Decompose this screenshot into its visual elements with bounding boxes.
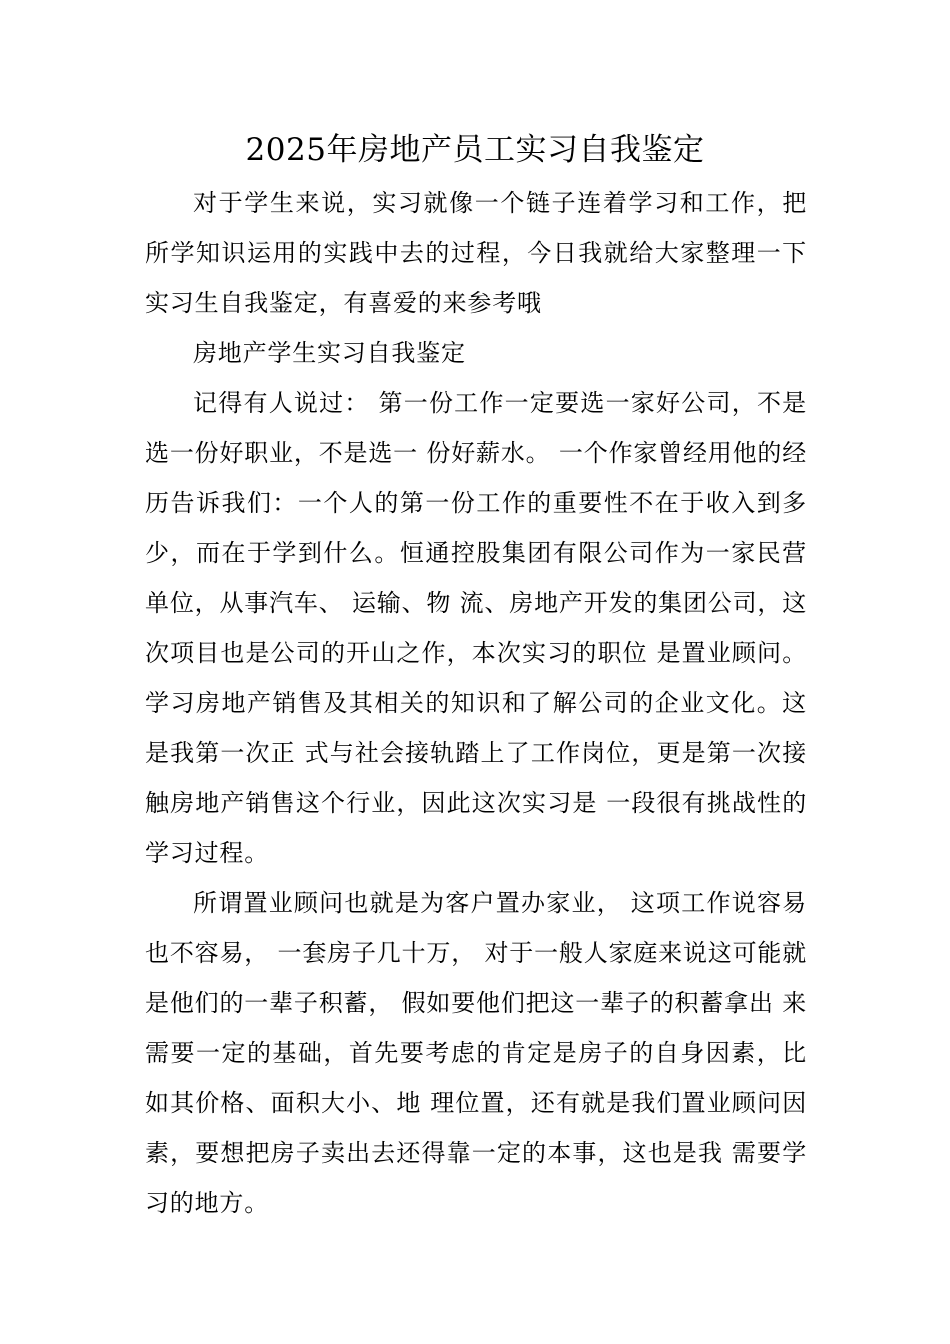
document-title: 2025年房地产员工实习自我鉴定 (245, 132, 705, 168)
document-body (145, 178, 807, 1228)
intro-paragraph: 对于学生来说，实习就像一个链子连着学习和工作，把所学知识运用的实践中去的过程，今日我就给大家整理一下实习生自我鉴定，有喜爱的来参考哦 (145, 189, 807, 317)
body-paragraph: 记得有人说过： 第一份工作一定要选一家好公司，不是选一份好职业，不是选一 份好薪水。 一个作家曾经用他的经历告诉我们：一个人的第一份工作的重要性不在于收入到多少，而在于学到什么。恒通控股集团有限公司作为一家民营单位，从事汽车、 运输、物 流、房地产开发的集团公司，这次项目也是公司的开山之作，本次实习的职位 是置业顾问。学习房地产销售及其相关的知识和了解公司的企业文化。这是我第一次正 式与社会接轨踏上了工作岗位，更是第一次接触房地产销售这个行业，因此这次实习是 一段很有挑战性的学习过程。 (145, 389, 807, 867)
body-paragraph: 所谓置业顾问也就是为客户置办家业， 这项工作说容易也不容易， 一套房子几十万， 对于一般人家庭来说这可能就是他们的一辈子积蓄， 假如要他们把这一辈子的积蓄拿出 来需要一定的基础，首先要考虑的肯定是房子的自身因素，比如其价格、面积大小、地 理位置，还有就是我们置业顾问因素，要想把房子卖出去还得靠一定的本事，这也是我 需要学习的地方。 (145, 889, 807, 1217)
section-heading: 房地产学生实习自我鉴定 (193, 339, 466, 367)
